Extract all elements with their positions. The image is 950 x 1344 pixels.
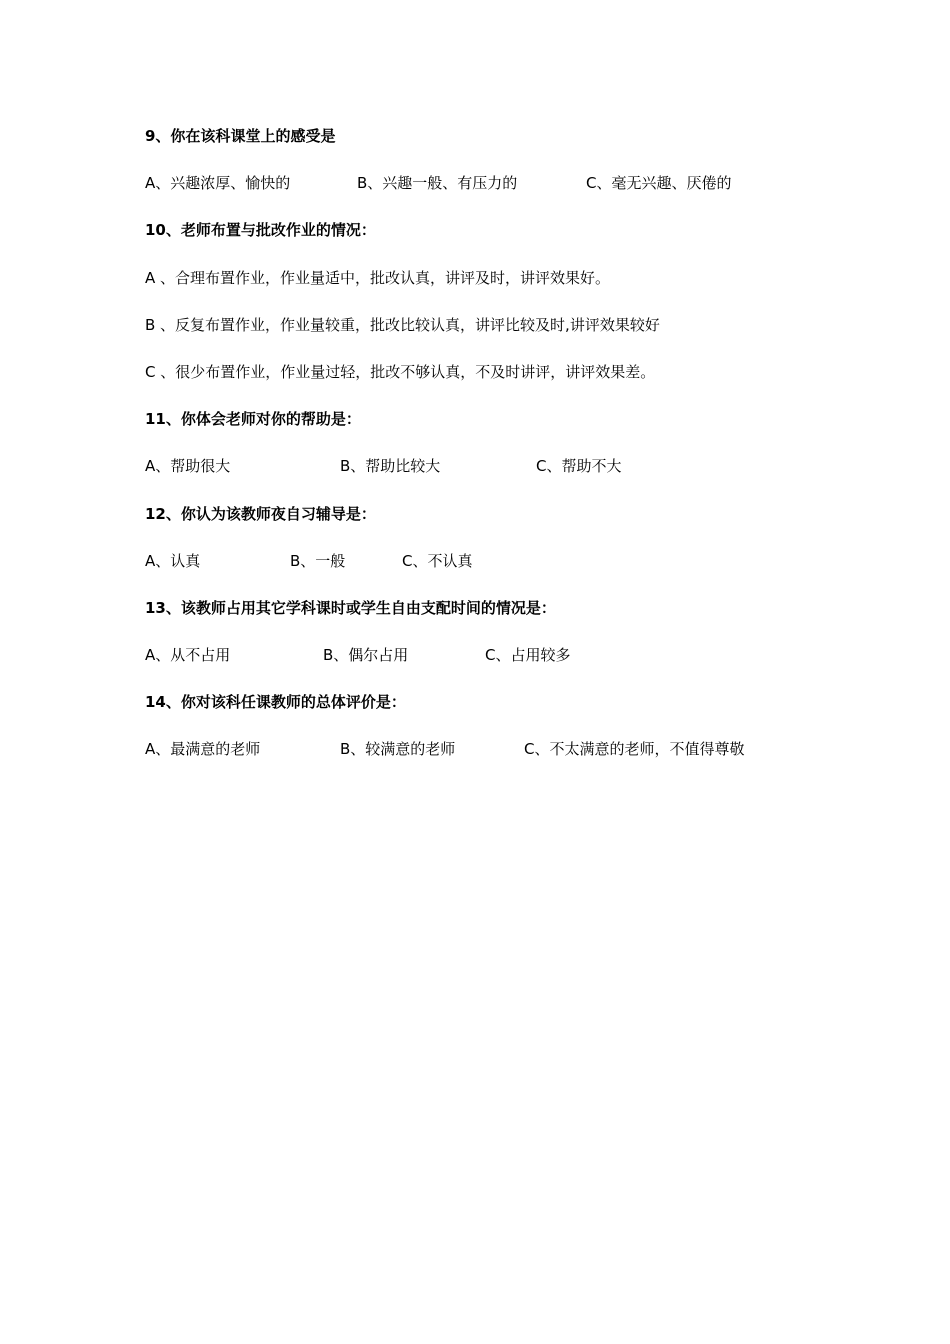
question-13-title: 13、该教师占用其它学科课时或学生自由支配时间的情况是：: [145, 598, 556, 617]
q11-option-a: A、帮助很大: [145, 457, 231, 476]
question-14-options: [145, 737, 845, 784]
q12-option-a: A、认真: [145, 551, 201, 570]
question-13-options: [145, 643, 845, 690]
question-14-title: 14、你对该科任课教师的总体评价是：: [145, 693, 406, 712]
q9-option-a: A、兴趣浓厚、愉快的: [145, 174, 291, 193]
q13-option-a: A、从不占用: [145, 646, 231, 665]
q10-option-b: B 、反复布置作业，作业量较重，批改比较认真，讲评比较及时,讲评效果较好: [145, 315, 660, 334]
q9-option-c: C、毫无兴趣、厌倦的: [586, 174, 732, 193]
question-11-options: [145, 454, 845, 501]
q12-option-c: C、不认真: [402, 551, 473, 570]
q13-option-c: C、占用较多: [485, 646, 571, 665]
q14-option-c: C、不太满意的老师，不值得尊敬: [524, 740, 745, 759]
question-10-title: 10、老师布置与批改作业的情况：: [145, 221, 376, 240]
questionnaire: [145, 124, 845, 785]
q10-option-c: C 、很少布置作业，作业量过轻，批改不够认真，不及时讲评，讲评效果差。: [145, 362, 656, 381]
question-9-options: [145, 171, 845, 218]
question-12-title: 12、你认为该教师夜自习辅导是：: [145, 504, 376, 523]
q12-option-b: B、一般: [290, 551, 346, 570]
q14-option-b: B、较满意的老师: [340, 740, 456, 759]
q9-option-b: B、兴趣一般、有压力的: [357, 174, 518, 193]
question-9-title: 9、你在该科课堂上的感受是: [145, 127, 336, 145]
question-11-title: 11、你体会老师对你的帮助是：: [145, 410, 361, 429]
q13-option-b: B、偶尔占用: [323, 646, 409, 665]
q11-option-c: C、帮助不大: [536, 457, 622, 476]
q10-option-a: A 、合理布置作业，作业量适中，批改认真，讲评及时，讲评效果好。: [145, 268, 611, 287]
q14-option-a: A、最满意的老师: [145, 740, 261, 759]
q11-option-b: B、帮助比较大: [340, 457, 441, 476]
question-12-options: [145, 549, 845, 596]
